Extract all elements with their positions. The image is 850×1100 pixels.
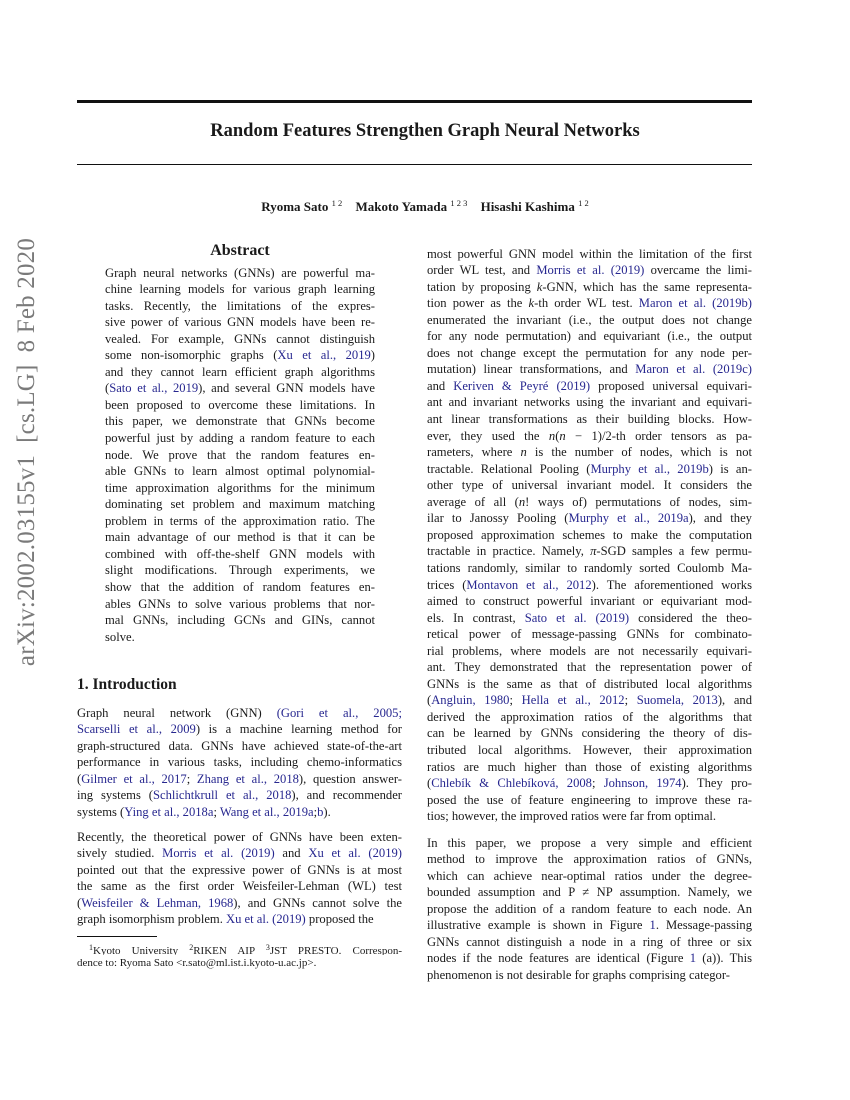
text-segment: JST PRESTO. Correspon-	[269, 944, 402, 955]
text-segment: sive power of various GNN models have been re-	[105, 315, 375, 330]
math-symbol: k	[536, 279, 543, 294]
text-line	[427, 950, 752, 967]
text-segment: ant linear transformations as their building blocks. How-	[427, 412, 752, 426]
text-segment: considered the theo-	[629, 610, 752, 625]
text-line	[427, 361, 752, 378]
text-segment: chine learning models for various graph learning	[105, 282, 375, 297]
text-line	[77, 911, 402, 928]
citation-link[interactable]: Weisfeiler & Lehman, 1968	[81, 895, 234, 910]
text-line	[427, 262, 752, 279]
text-segment: Graph neural network (GNN)	[77, 705, 277, 720]
text-segment: ;	[213, 804, 220, 819]
text-segment: method to improve the approximation ratios of GNNs,	[427, 852, 752, 867]
citation-link[interactable]: Angluin, 1980	[431, 693, 510, 708]
text-segment: node. We prove that the random features en-	[105, 447, 375, 462]
text-segment: -SGD samples a few permu-	[596, 544, 752, 559]
text-segment: able GNNs to learn almost optimal polynomial-	[105, 464, 375, 479]
text-line	[105, 562, 375, 579]
math-symbol: n	[518, 494, 526, 509]
author-affiliation: 1 2	[578, 198, 589, 208]
text-line	[427, 692, 752, 709]
text-segment: propose the addition of a random feature to each node. An	[427, 901, 752, 916]
text-segment: for any node permutation) and equivariant (i.e., the output	[427, 329, 752, 344]
author-affiliation: 1 2 3	[450, 198, 468, 208]
text-segment: ).	[323, 804, 331, 819]
text-line	[427, 659, 752, 676]
text-line	[105, 430, 375, 447]
text-segment: Kyoto University	[93, 944, 190, 955]
text-segment: other type of universal invariant model. It considers the	[427, 478, 752, 493]
citation-link[interactable]: Morris et al. (2019)	[162, 846, 275, 861]
text-segment: vealed. For example, GNNs cannot distinguish	[105, 331, 375, 346]
text-segment: combined with off-the-shelf GNN models with	[105, 546, 375, 561]
text-segment: els. In contrast,	[427, 610, 525, 625]
text-line	[105, 596, 375, 613]
text-segment: RIKEN AIP	[193, 944, 266, 955]
text-segment: ant. They demonstrated that the representation power of	[427, 660, 752, 675]
text-segment: does not change except the permutation for any node per-	[427, 345, 752, 360]
text-segment: show that the addition of random features en-	[105, 579, 375, 594]
text-line	[427, 593, 752, 610]
math-symbol: π	[590, 544, 597, 559]
citation-link[interactable]: Suomela, 2013	[636, 693, 718, 708]
citation-link[interactable]: Wang et al., 2019a	[219, 804, 314, 819]
text-segment: graph-structured data. GNNs have achieved state-of-the-art	[77, 738, 402, 753]
text-segment: Recently, the theoretical power of GNNs have been exten-	[77, 829, 402, 844]
text-line	[427, 808, 752, 825]
text-line	[105, 298, 375, 315]
text-line	[105, 265, 375, 282]
text-line	[427, 775, 752, 792]
text-line	[77, 787, 402, 804]
citation-link[interactable]: 1	[649, 918, 656, 933]
text-line	[105, 529, 375, 546]
author	[481, 199, 589, 214]
arxiv-stamp	[13, 232, 41, 672]
author-name: Hisashi Kashima	[480, 199, 575, 214]
text-segment: )	[370, 348, 375, 363]
text-segment: (	[77, 771, 82, 786]
text-segment: In this paper, we propose a very simple and efficient	[427, 835, 752, 850]
text-segment: and they cannot learn efficient graph algorithms	[105, 364, 375, 379]
text-segment: tations randomly, similar to randomly sorted Coulomb Ma-	[427, 560, 752, 575]
text-segment: (	[427, 693, 432, 708]
text-segment: this paper, we demonstrate that GNNs become	[105, 414, 375, 429]
text-segment: Graph neural networks (GNNs) are powerful ma-	[105, 265, 375, 280]
arxiv-date: 8 Feb 2020	[13, 237, 40, 353]
text-segment: ), and GNNs cannot solve the	[233, 895, 402, 910]
citation-link[interactable]: Murphy et al., 2019a	[568, 511, 689, 526]
text-segment: pointed out that the expressive power of GNNs is at most	[77, 862, 402, 877]
text-segment: tractable. Relational Pooling (	[427, 461, 591, 476]
text-segment: order WL test, and	[427, 263, 537, 278]
text-line	[427, 477, 752, 494]
text-segment: aimed to construct powerful invariant or equivariant mod-	[427, 594, 752, 609]
text-segment: rial problems, where models are not necessarily equivari-	[427, 643, 752, 658]
citation-link[interactable]: Xu et al. (2019)	[308, 846, 402, 861]
text-segment: nodes if the node features are identical (Figure	[427, 951, 690, 966]
text-line	[77, 956, 402, 971]
citation-link[interactable]: 1	[689, 951, 696, 966]
citation-link[interactable]: Chlebík & Chlebíková, 2008	[431, 776, 592, 791]
text-segment: ). The aforementioned works	[591, 577, 752, 592]
text-segment: ), and recommender	[291, 788, 402, 803]
text-segment: . Message-passing	[655, 918, 752, 933]
text-segment: tractable in practice. Namely,	[427, 544, 591, 559]
citation-link[interactable]: Montavon et al., 2012	[466, 577, 592, 592]
text-segment: (	[105, 381, 110, 396]
text-segment: (a)). This	[695, 951, 752, 966]
text-line	[427, 792, 752, 809]
math-symbol: n	[559, 428, 566, 443]
text-segment: ;	[313, 804, 318, 819]
text-segment: dominating set problem and maximum matching	[105, 497, 375, 512]
text-segment: tasks. Recently, the limitations of the expres-	[105, 298, 375, 313]
text-line	[427, 725, 752, 742]
text-line	[77, 738, 402, 755]
text-segment: ! ways of) permutations of nodes, sim-	[525, 494, 752, 509]
text-segment: ;	[591, 776, 604, 791]
text-line	[77, 721, 402, 738]
text-segment: ) is an-	[708, 461, 752, 476]
text-segment: proposed approximation schemes to make the computation	[427, 527, 752, 542]
text-line	[105, 546, 375, 563]
text-line	[77, 829, 402, 846]
text-segment: average of all (	[427, 494, 519, 509]
text-segment: ). They pro-	[681, 776, 752, 791]
text-line	[427, 411, 752, 428]
citation-link[interactable]: Xu et al. (2019)	[226, 912, 306, 927]
citation-link[interactable]: Maron et al. (2019b)	[638, 296, 752, 311]
arxiv-category: [cs.LG]	[13, 364, 40, 443]
author-affiliation: 1 2	[331, 198, 343, 208]
text-segment: overcame the limi-	[644, 263, 752, 278]
text-segment: ;	[186, 771, 197, 786]
text-line	[427, 312, 752, 329]
text-line	[427, 444, 752, 461]
text-line	[427, 510, 752, 527]
text-segment: ratios are much higher than those of existing algorithms	[427, 759, 752, 774]
text-line	[427, 868, 752, 885]
text-segment: mutation) linear transformations, and	[427, 362, 636, 377]
text-segment: ), question answer-	[298, 771, 402, 786]
text-line	[105, 314, 375, 331]
text-line	[427, 676, 752, 693]
text-line	[427, 378, 752, 395]
section-heading-introduction: 1. Introduction	[77, 676, 177, 693]
text-segment: mal GNNs, including GCNs and GINs, cannot	[105, 613, 375, 628]
text-segment: GNNs cannot distinguish a node in a ring of three or six	[427, 934, 752, 949]
footnote-marker: 2	[189, 942, 194, 952]
math-symbol: n	[520, 445, 527, 460]
text-segment: ;	[624, 693, 637, 708]
text-segment: ), and several GNN models have	[198, 381, 375, 396]
text-segment: (	[77, 895, 82, 910]
text-line	[427, 709, 752, 726]
text-line	[77, 771, 402, 788]
citation-link[interactable]: Johnson, 1974	[603, 776, 682, 791]
author	[355, 199, 467, 214]
text-line	[427, 884, 752, 901]
text-segment: ;	[509, 693, 522, 708]
citation-link[interactable]: Xu et al., 2019	[277, 348, 371, 363]
text-segment: ant and invariant networks using the invariant and equivari-	[427, 395, 752, 410]
text-line	[105, 629, 375, 646]
text-line	[77, 878, 402, 895]
text-line	[105, 281, 375, 298]
math-symbol: k	[528, 296, 535, 311]
citation-link[interactable]: Maron et al. (2019c)	[635, 362, 752, 377]
text-line	[77, 845, 402, 862]
text-segment: powerful just by adding a random feature to each	[105, 431, 375, 445]
text-segment: solve.	[105, 629, 135, 644]
text-segment: GNNs is the same as that of distributed local algorithms	[427, 676, 752, 691]
text-segment: − 1)/2-th order tensors as pa-	[565, 428, 752, 443]
text-segment: illustrative example is shown in Figure	[427, 918, 650, 933]
text-line	[89, 940, 402, 955]
citation-link[interactable]: Sato et al. (2019)	[524, 610, 630, 625]
citation-link[interactable]: Scarselli et al., 2009	[77, 722, 196, 737]
text-segment: rameters, where	[427, 445, 521, 460]
text-line	[105, 496, 375, 513]
citation-link[interactable]: Gilmer et al., 2017	[81, 771, 187, 786]
citation-link[interactable]: b	[317, 804, 324, 819]
text-segment: the same as the first order Weisfeiler-Lehman (WL) test	[77, 879, 402, 894]
citation-link[interactable]: Zhang et al., 2018	[196, 771, 299, 786]
text-segment: slight modifications. Through experiments, we	[105, 563, 375, 578]
text-line	[105, 480, 375, 497]
text-line	[77, 754, 402, 771]
text-line	[427, 901, 752, 918]
text-segment: proposed the	[305, 912, 374, 927]
math-symbol: n	[548, 428, 556, 443]
text-segment: bounded assumption and P ≠ NP assumption. Namely, we	[427, 885, 752, 900]
text-line	[427, 917, 752, 934]
footnote-rule	[77, 936, 157, 937]
text-segment: most powerful GNN model within the limitation of the first	[427, 246, 752, 261]
text-line	[427, 279, 752, 296]
text-line	[105, 331, 375, 348]
footnote-marker: 3	[265, 942, 270, 952]
text-line	[105, 579, 375, 596]
text-line	[427, 345, 752, 362]
arxiv-id: arXiv:2002.03155v1	[13, 454, 40, 667]
text-line	[427, 295, 752, 312]
citation-link[interactable]: Hella et al., 2012	[521, 693, 625, 708]
text-segment: (	[427, 776, 432, 791]
text-segment: which can achieve near-optimal ratios under the degree-	[427, 868, 752, 883]
text-segment: posed the use of feature engineering to improve these ra-	[427, 792, 752, 807]
text-segment: trices (	[427, 577, 467, 592]
text-line	[77, 804, 402, 821]
text-line	[427, 461, 752, 478]
text-line	[105, 380, 375, 397]
text-segment: tios; however, the improved ratios were far from optimal.	[427, 809, 717, 824]
text-line	[77, 862, 402, 879]
text-line	[427, 527, 752, 544]
text-segment: tion power as the	[427, 296, 529, 311]
text-line	[427, 742, 752, 759]
footnote-marker: 1	[89, 942, 93, 952]
text-segment: problem in terms of the approximation ratio. The	[105, 513, 375, 528]
author-name: Ryoma Sato	[261, 199, 329, 214]
text-segment: (	[555, 428, 560, 443]
text-line	[427, 851, 752, 868]
text-segment: been proposed to overcome these limitations. In	[105, 397, 375, 412]
text-line	[427, 494, 752, 511]
text-line	[427, 246, 752, 263]
text-segment: -th order WL test.	[534, 296, 639, 311]
citation-link[interactable]: Ying et al., 2018a	[124, 804, 214, 819]
citation-link[interactable]: Keriven & Peyré (2019)	[453, 378, 591, 393]
text-segment: ) is a machine learning method for	[195, 722, 402, 737]
text-line	[427, 577, 752, 594]
text-segment: ing systems (	[77, 788, 153, 803]
text-segment: main advantage of our method is that it can be	[105, 530, 375, 545]
text-segment: performance in various tasks, including chemo-informatics	[77, 755, 402, 770]
text-segment: time approximation algorithms for the minimum	[105, 480, 375, 495]
text-line	[427, 543, 752, 560]
text-line	[427, 610, 752, 627]
text-segment: some non-isomorphic graphs (	[105, 348, 278, 363]
text-segment: -GNN, which has the same representa-	[542, 279, 752, 294]
text-line	[77, 705, 402, 722]
top-rule	[77, 100, 752, 103]
citation-link[interactable]: Murphy et al., 2019b	[590, 461, 709, 476]
text-line	[105, 463, 375, 480]
author-list	[0, 198, 850, 215]
text-segment: systems (	[77, 804, 125, 819]
text-line	[105, 413, 375, 430]
text-segment: ever, they used the	[427, 428, 549, 443]
author	[261, 199, 342, 214]
text-segment: dence to: Ryoma Sato <r.sato@ml.ist.i.kyoto-u.ac.jp>.	[77, 957, 317, 969]
text-segment: and	[274, 846, 309, 861]
text-line	[427, 560, 752, 577]
citation-link[interactable]: Morris et al. (2019)	[536, 263, 645, 278]
text-line	[427, 759, 752, 776]
text-line	[105, 397, 375, 414]
text-segment: and	[427, 378, 454, 393]
text-segment: sively studied.	[77, 846, 163, 861]
text-line	[427, 328, 752, 345]
citation-link[interactable]: (Gori et al., 2005;	[276, 705, 402, 720]
text-line	[427, 643, 752, 660]
text-segment: can be learned by GNNs considering the theory of dis-	[427, 726, 752, 741]
text-segment: phenomenon is not desirable for graphs comprising categor-	[427, 967, 730, 982]
abstract-heading: Abstract	[210, 242, 270, 259]
text-line	[427, 934, 752, 951]
title-bottom-rule	[77, 164, 752, 165]
text-line	[427, 835, 752, 852]
text-line	[105, 447, 375, 464]
text-line	[105, 347, 375, 364]
text-line	[427, 394, 752, 411]
text-segment: is the number of nodes, which is not	[526, 445, 752, 460]
citation-link[interactable]: Schlichtkrull et al., 2018	[152, 788, 292, 803]
author-name: Makoto Yamada	[355, 199, 448, 214]
text-segment: graph isomorphism problem.	[77, 912, 227, 927]
text-line	[105, 612, 375, 629]
text-segment: ), and	[717, 693, 752, 708]
text-line	[105, 513, 375, 530]
text-line	[427, 967, 752, 984]
text-segment: ables GNNs to solve various problems that nor-	[105, 596, 375, 611]
citation-link[interactable]: Sato et al., 2019	[109, 381, 199, 396]
paper-title: Random Features Strengthen Graph Neural Networks	[210, 121, 640, 141]
text-segment: ilar to Janossy Pooling (	[427, 511, 569, 526]
text-segment: ), and they	[688, 511, 752, 526]
text-segment: retical power of message-passing GNNs for combinato-	[427, 627, 752, 642]
text-segment: proposed universal equivari-	[590, 378, 752, 393]
text-line	[427, 428, 752, 445]
text-line	[105, 364, 375, 381]
text-segment: derived the approximation ratios of the algorithms that	[427, 709, 752, 724]
text-line	[77, 895, 402, 912]
text-segment: tributed local algorithms. However, their approximation	[427, 743, 752, 757]
text-line	[427, 626, 752, 643]
text-segment: enumerated the invariant (i.e., the output does not change	[427, 312, 752, 327]
text-segment: tation by proposing	[427, 279, 537, 294]
